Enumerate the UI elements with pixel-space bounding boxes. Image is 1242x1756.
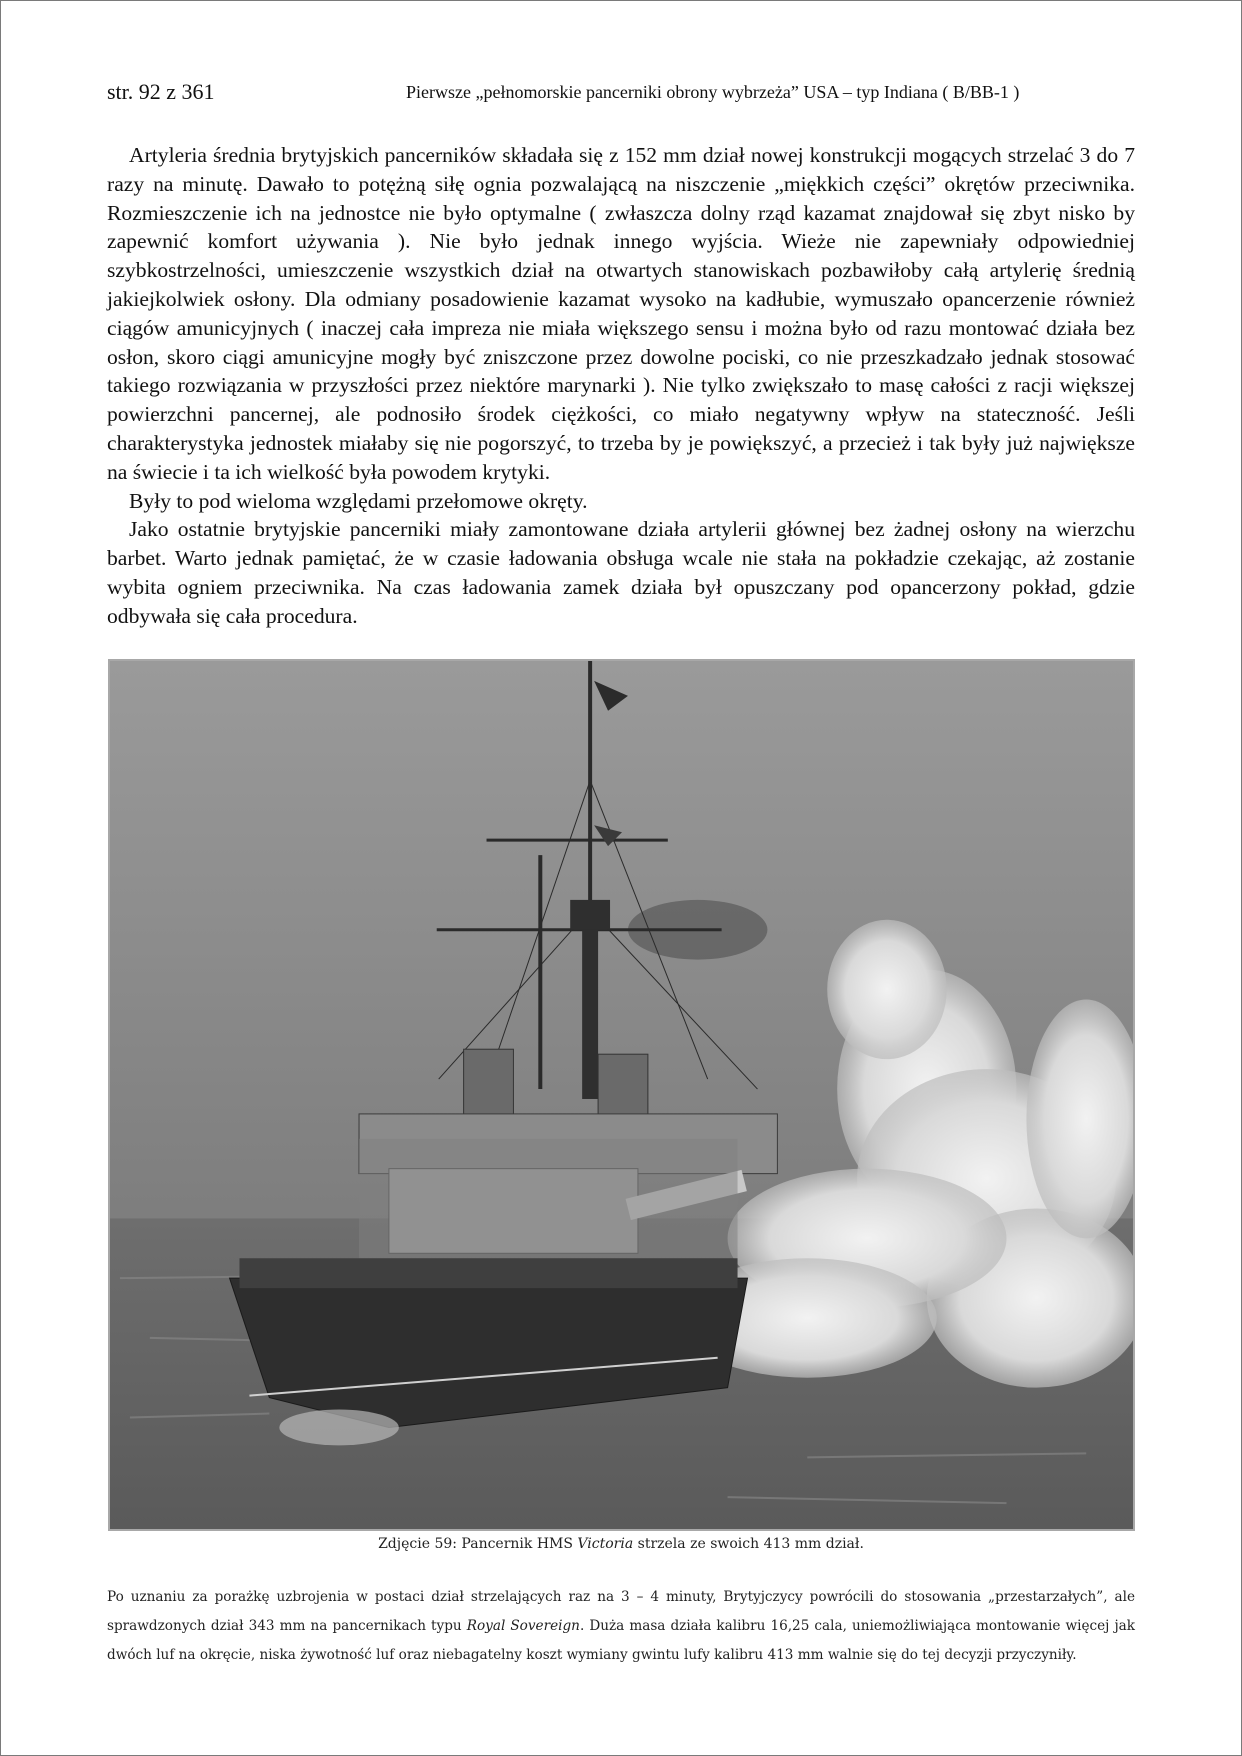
paragraph: Artyleria średnia brytyjskich pancerników składała się z 152 mm dział nowej konstrukcji mogących strzelać 3 do 7 razy na minutę. Dawało to potężną siłę ognia pozwalającą na niszczenie „miękkich części” okrętów przeciwnika. Rozmieszczenie ich na jednostce nie było optymalne ( zwłaszcza dolny rząd kazamat znajdował się zbyt nisko by zapewnić komfort używania ). Nie było jednak innego wyjścia. Wieże nie zapewniały odpowiedniej szybkostrzelności, umieszczenie wszystkich dział na otwartych stanowiskach pozbawiłoby całą artylerię średnią jakiejkolwiek osłony. Dla odmiany posadowienie kazamat wysoko na kadłubie, wymuszało opancerzenie również ciągów amunicyjnych ( inaczej cała impreza nie miała większego sensu i można było od razu montować działa bez osłon, skoro ciągi amunicyjne mogły być zniszczone przez dowolne pociski, co nie przeszkadzało jednak stosować takiego rozwiązania w przyszłości przez niektóre marynarki ). Nie tylko zwiększało to masę całości z racji większej powierzchni pancernej, ale podnosiło środek ciężkości, co miało negatywny wpływ na stateczność. Jeśli charakterystyka jednostek miałaby się nie pogorszyć, to trzeba by je powiększyć, a przecież i tak były już największe na świecie i ta ich wielkość była powodem krytyki. — [107, 143, 1135, 484]
caption-ship-name: Victoria — [577, 1536, 634, 1552]
battleship-photo — [108, 659, 1135, 1531]
ship-firing-illustration — [110, 661, 1133, 1529]
deck-clutter — [239, 1258, 737, 1288]
running-title: Pierwsze „pełnomorskie pancerniki obrony wybrzeża” USA – typ Indiana ( B/BB-1 ) — [406, 82, 1020, 102]
footnote-class-name: Royal Sovereign — [466, 1618, 580, 1634]
figure-caption — [107, 1536, 1135, 1552]
fighting-top — [570, 900, 610, 930]
page-number: str. 92 z 361 — [107, 79, 215, 104]
page-header — [107, 79, 1133, 111]
caption-prefix: Zdjęcie 59: Pancernik HMS — [378, 1536, 578, 1552]
bow-wave — [279, 1410, 399, 1446]
superstructure-side — [359, 1139, 738, 1258]
caption-suffix: strzela ze swoich 413 mm dział. — [633, 1536, 864, 1552]
footnote-part1: Po uznaniu za porażkę uzbrojenia w postaci dział strzelających raz na 3 – 4 minuty, Brytyjczycy powrócili do stosowania „przestarzałych”, ale sprawdzonych dział 343 mm na pancernikach typu — [107, 1589, 1135, 1634]
footnote-part2: . Duża masa działa kalibru 16,25 cala, uniemożliwiająca montowanie więcej jak dwóch luf na okręcie, niska żywotność luf oraz niebagatelny koszt wymiany gwintu lufy kalibru 413 mm walnie się do tej decyzji przyczyniły. — [107, 1618, 1135, 1663]
footnote — [107, 1583, 1135, 1670]
paragraph: Były to pod wieloma względami przełomowe okręty. — [129, 488, 588, 513]
main-mast — [582, 930, 598, 1099]
paragraph: Jako ostatnie brytyjskie pancerniki miały zamontowane działa artylerii głównej bez żadnej osłony na wierzchu barbet. Warto jednak pamiętać, że w czasie ładowania obsługa wcale nie stała na pokładzie czekając, aż zostanie wybita ogniem przeciwnika. Na czas ładowania zamek działa był opuszczany pod opancerzony pokład, gdzie odbywała się cała procedura. — [107, 517, 1135, 628]
body-text — [107, 141, 1135, 631]
